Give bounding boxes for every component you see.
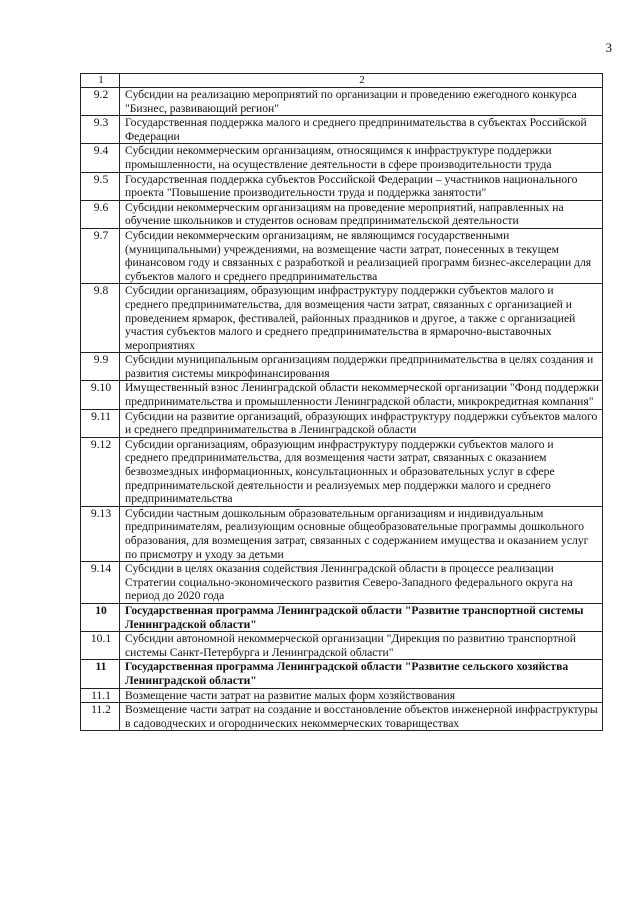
row-number: 10 (81, 603, 120, 631)
row-description: Субсидии частным дошкольным образовательным организациям и индивидуальным предпринимателям, реализующим основные общеобразовательные программы дошкольного образования, для возмещения затрат, связанных с содержанием имущества и оказанием услуг по присмотру и уходу за детьми (120, 506, 603, 561)
row-description: Имущественный взнос Ленинградской области некоммерческой организации "Фонд поддержки предпринимательства и промышленности Ленинградской области, микрокредитная компания" (120, 381, 603, 409)
table-row (81, 200, 603, 228)
column-header-description: 2 (120, 74, 603, 88)
page-number: 3 (605, 40, 612, 55)
table-row (81, 703, 603, 731)
row-number: 11 (81, 660, 120, 688)
row-description: Субсидии некоммерческим организациям, не являющимся государственными (муниципальными) учреждениями, на возмещение части затрат, понесенных в текущем финансовом году и связанных с разработкой и реализацией программ бизнес-акселерации для субъектов малого и среднего предпринимательства (120, 228, 603, 283)
row-description: Возмещение части затрат на создание и восстановление объектов инженерной инфраструктуры в садоводческих и огороднических некоммерческих товариществах (120, 703, 603, 731)
row-description: Субсидии организациям, образующим инфраструктуру поддержки субъектов малого и среднего предпринимательства, для возмещения части затрат, связанных с организацией и проведением ярмарок, фестивалей, районных праздников и другое, а также с организацией участия субъектов малого и среднего предпринимательства в ярмарочно-выставочных мероприятиях (120, 284, 603, 353)
row-description: Субсидии автономной некоммерческой организации "Дирекция по развитию транспортной системы Санкт-Петербурга и Ленинградской области" (120, 632, 603, 660)
table-body (81, 88, 603, 731)
table-row (81, 381, 603, 409)
row-number: 9.5 (81, 172, 120, 200)
table-row (81, 409, 603, 437)
table-row (81, 632, 603, 660)
row-number: 9.7 (81, 228, 120, 283)
row-description: Субсидии организациям, образующим инфраструктуру поддержки субъектов малого и среднего предпринимательства, для возмещения части затрат, связанных с оказанием безвозмездных информационных, консультационных и образовательных услуг в сфере предпринимательской деятельности и реализуемых мер поддержки малого и среднего предпринимательства (120, 437, 603, 506)
row-description: Субсидии некоммерческим организациям, относящимся к инфраструктуре поддержки промышленности, на осуществление деятельности в сфере производительности труда (120, 144, 603, 172)
row-description: Субсидии на реализацию мероприятий по организации и проведению ежегодного конкурса "Бизнес, развивающий регион" (120, 88, 603, 116)
row-description: Субсидии некоммерческим организациям на проведение мероприятий, направленных на обучение школьников и студентов основам предпринимательской деятельности (120, 200, 603, 228)
table-row (81, 172, 603, 200)
row-number: 9.8 (81, 284, 120, 353)
row-number: 9.14 (81, 562, 120, 604)
table-row (81, 506, 603, 561)
row-number: 9.10 (81, 381, 120, 409)
row-number: 9.9 (81, 353, 120, 381)
row-number: 11.1 (81, 688, 120, 703)
table-row (81, 353, 603, 381)
table-row (81, 437, 603, 506)
row-description: Субсидии муниципальным организациям поддержки предпринимательства в целях создания и развития системы микрофинансирования (120, 353, 603, 381)
table-row (81, 116, 603, 144)
row-description: Возмещение части затрат на развитие малых форм хозяйствования (120, 688, 603, 703)
table-row (81, 144, 603, 172)
row-description: Государственная поддержка малого и среднего предпринимательства в субъектах Российской Федерации (120, 116, 603, 144)
row-number: 9.3 (81, 116, 120, 144)
row-number: 9.2 (81, 88, 120, 116)
table-header-row (81, 74, 603, 88)
table-row (81, 603, 603, 631)
row-description: Государственная поддержка субъектов Российской Федерации – участников национального проекта "Повышение производительности труда и поддержка занятости" (120, 172, 603, 200)
row-number: 9.12 (81, 437, 120, 506)
row-number: 9.6 (81, 200, 120, 228)
table-row (81, 562, 603, 604)
table-row (81, 284, 603, 353)
row-description: Государственная программа Ленинградской области "Развитие транспортной системы Ленинградской области" (120, 603, 603, 631)
table-row (81, 228, 603, 283)
row-number: 9.11 (81, 409, 120, 437)
row-number: 11.2 (81, 703, 120, 731)
table-row (81, 688, 603, 703)
row-description: Субсидии в целях оказания содействия Ленинградской области в процессе реализации Стратегии социально-экономического развития Северо-Западного федерального округа на период до 2020 года (120, 562, 603, 604)
subsidy-table (80, 73, 603, 731)
row-number: 10.1 (81, 632, 120, 660)
table-row (81, 88, 603, 116)
row-number: 9.13 (81, 506, 120, 561)
row-description: Субсидии на развитие организаций, образующих инфраструктуру поддержки субъектов малого и среднего предпринимательства в Ленинградской области (120, 409, 603, 437)
table-row (81, 660, 603, 688)
row-number: 9.4 (81, 144, 120, 172)
column-header-number: 1 (81, 74, 120, 88)
row-description: Государственная программа Ленинградской области "Развитие сельского хозяйства Ленинградской области" (120, 660, 603, 688)
